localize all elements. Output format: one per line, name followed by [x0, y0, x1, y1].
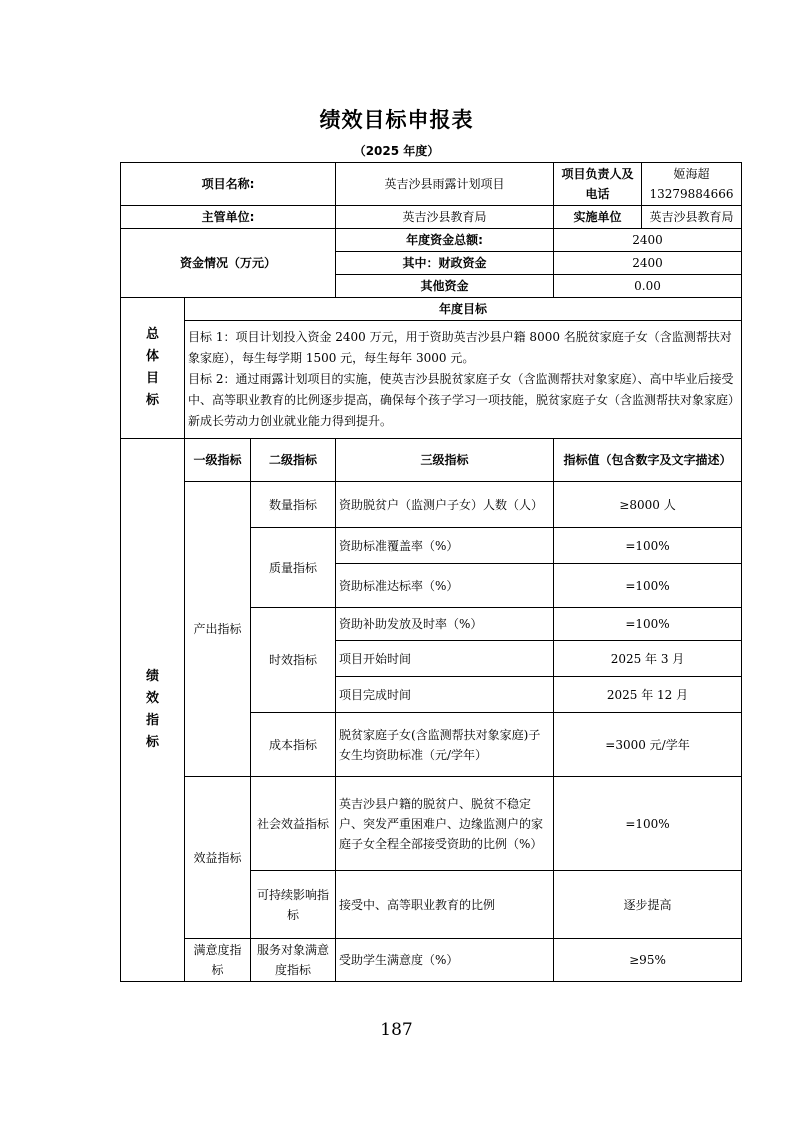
- output-indicator-label: 产出指标: [185, 482, 251, 777]
- funds-fiscal-label: 其中：财政资金: [336, 252, 554, 275]
- funds-fiscal-value: 2400: [554, 252, 742, 275]
- indicator-name: 英吉沙县户籍的脱贫户、脱贫不稳定户、突发严重困难户、边缘监测户的家庭子女全程全部接受资助的比例（%）: [336, 777, 554, 871]
- project-name-label: 项目名称:: [121, 163, 336, 206]
- performance-indicator-label: [121, 439, 185, 982]
- overall-label-char: 标: [145, 393, 159, 408]
- benefit-indicator-label: 效益指标: [185, 777, 251, 939]
- overall-label-char: 总: [145, 327, 159, 342]
- perf-label-char: 标: [145, 735, 159, 750]
- unit-row: [121, 206, 742, 229]
- annual-goal-text: [185, 321, 742, 439]
- quantity-indicator-label: 数量指标: [251, 482, 336, 528]
- funds-total-label: 年度资金总额:: [336, 229, 554, 252]
- leader-phone: 13279884666: [649, 187, 734, 201]
- header-level2: 二级指标: [251, 439, 336, 482]
- timeliness-indicator-label: 时效指标: [251, 608, 336, 713]
- sustainable-impact-label: 可持续影响指标: [251, 871, 336, 939]
- indicator-name: 受助学生满意度（%）: [336, 939, 554, 982]
- quality-indicator-label: 质量指标: [251, 528, 336, 608]
- project-name: 英吉沙县雨露计划项目: [336, 163, 554, 206]
- service-satisfaction-label: 服务对象满意度指标: [251, 939, 336, 982]
- overall-label-char: 体: [145, 349, 159, 364]
- indicator-name: 项目开始时间: [336, 641, 554, 677]
- leader-cell: [642, 163, 742, 206]
- indicator-value: =100%: [554, 608, 742, 641]
- cost-indicator-label: 成本指标: [251, 713, 336, 777]
- implementer-label: 实施单位: [554, 206, 642, 229]
- perf-label-char: 绩: [145, 669, 159, 684]
- funds-total-row: [121, 229, 742, 252]
- page-title: 绩效目标申报表: [319, 108, 474, 132]
- indicator-name: 接受中、高等职业教育的比例: [336, 871, 554, 939]
- leader-label: 项目负责人及电话: [554, 163, 642, 206]
- satisfaction-indicator-label: 满意度指标: [185, 939, 251, 982]
- indicator-name: 脱贫家庭子女(含监测帮扶对象家庭)子女生均资助标准（元/学年）: [336, 713, 554, 777]
- indicator-value: 2025 年 12 月: [554, 677, 742, 713]
- overall-goal-row: [121, 321, 742, 439]
- indicator-name: 资助标准覆盖率（%）: [336, 528, 554, 564]
- perf-label-char: 效: [145, 691, 159, 706]
- funds-total-value: 2400: [554, 229, 742, 252]
- indicator-value: =100%: [554, 564, 742, 608]
- table-row: [121, 939, 742, 982]
- implementer-value: 英吉沙县教育局: [642, 206, 742, 229]
- table-row: [121, 482, 742, 528]
- goal-2: 目标 2：通过雨露计划项目的实施，使英吉沙县脱贫家庭子女（含监测帮扶对象家庭）、高中毕业后接受中、高等职业教育的比例逐步提高，确保每个孩子学习一项技能，脱贫家庭子女（含监测帮扶对象家庭）新成长劳动力创业就业能力得到提升。: [188, 372, 735, 428]
- overall-label-char: 目: [145, 371, 159, 386]
- indicator-value: 2025 年 3 月: [554, 641, 742, 677]
- year-subtitle: （2025 年度）: [353, 144, 440, 158]
- page-number: 187: [380, 1020, 413, 1040]
- indicator-value: 逐步提高: [554, 871, 742, 939]
- header-value: 指标值（包含数字及文字描述）: [554, 439, 742, 482]
- indicator-value: ≥95%: [554, 939, 742, 982]
- indicator-value: =100%: [554, 777, 742, 871]
- indicator-name: 资助补助发放及时率（%）: [336, 608, 554, 641]
- supervisor-label: 主管单位:: [121, 206, 336, 229]
- perf-label-char: 指: [145, 713, 159, 728]
- funds-label: 资金情况（万元）: [121, 229, 336, 298]
- funds-other-value: 0.00: [554, 275, 742, 298]
- indicator-name: 资助脱贫户（监测户子女）人数（人）: [336, 482, 554, 528]
- indicator-name: 资助标准达标率（%）: [336, 564, 554, 608]
- annual-goal-header: 年度目标: [185, 298, 742, 321]
- indicator-value: =3000 元/学年: [554, 713, 742, 777]
- header-level1: 一级指标: [185, 439, 251, 482]
- social-benefit-label: 社会效益指标: [251, 777, 336, 871]
- performance-table: [120, 162, 742, 982]
- overall-goal-label: [121, 298, 185, 439]
- overall-header-row: [121, 298, 742, 321]
- indicator-value: ≥8000 人: [554, 482, 742, 528]
- indicator-header-row: [121, 439, 742, 482]
- funds-other-label: 其他资金: [336, 275, 554, 298]
- table-row: [121, 777, 742, 871]
- project-row: [121, 163, 742, 206]
- header-level3: 三级指标: [336, 439, 554, 482]
- indicator-name: 项目完成时间: [336, 677, 554, 713]
- leader-name: 姬海超: [673, 167, 710, 181]
- indicator-value: =100%: [554, 528, 742, 564]
- goal-1: 目标 1：项目计划投入资金 2400 万元，用于资助英吉沙县户籍 8000 名脱贫家庭子女（含监测帮扶对象家庭），每生每学期 1500 元，每生每年 3000 元。: [188, 330, 732, 365]
- supervisor-value: 英吉沙县教育局: [336, 206, 554, 229]
